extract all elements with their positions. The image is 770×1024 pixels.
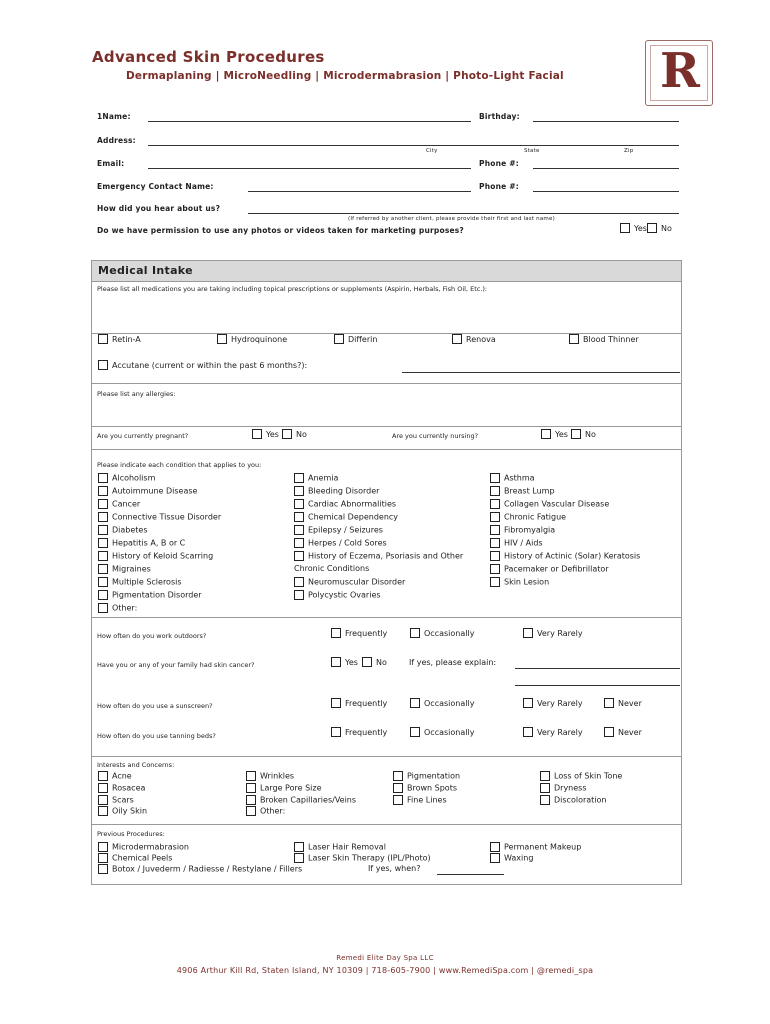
condition-checkbox[interactable]: [98, 512, 108, 522]
conditions-prompt: Please indicate each condition that applies to you:: [97, 461, 262, 469]
pregnant-yes-checkbox[interactable]: [252, 429, 262, 439]
interest-checkbox[interactable]: [393, 771, 403, 781]
interest-item[interactable]: Fine Lines: [393, 795, 447, 805]
interest-checkbox[interactable]: [540, 783, 550, 793]
condition-checkbox[interactable]: [294, 577, 304, 587]
condition-item[interactable]: Alcoholism: [98, 473, 155, 483]
sunscreen-label: How often do you use a sunscreen?: [97, 702, 213, 710]
condition-item[interactable]: Bleeding Disorder: [294, 486, 379, 496]
condition-item[interactable]: Hepatitis A, B or C: [98, 538, 185, 548]
procedure-item[interactable]: Chemical Peels: [98, 853, 172, 863]
divider: [91, 617, 682, 618]
skin-cancer-no[interactable]: No: [362, 658, 387, 667]
outdoors-label: How often do you work outdoors?: [97, 632, 207, 640]
tanning-label: How often do you use tanning beds?: [97, 732, 216, 740]
interest-item[interactable]: Rosacea: [98, 783, 145, 793]
condition-item[interactable]: History of Keloid Scarring: [98, 551, 213, 561]
condition-checkbox[interactable]: [98, 577, 108, 587]
condition-item[interactable]: Autoimmune Disease: [98, 486, 197, 496]
condition-checkbox[interactable]: [294, 486, 304, 496]
condition-checkbox[interactable]: [98, 473, 108, 483]
divider: [91, 756, 682, 757]
procedure-checkbox[interactable]: [294, 842, 304, 852]
phone2-label: Phone #:: [479, 182, 519, 191]
skin-cancer-yes-checkbox[interactable]: [331, 657, 341, 667]
med-differin-checkbox[interactable]: [334, 334, 344, 344]
condition-checkbox[interactable]: [98, 486, 108, 496]
interest-checkbox[interactable]: [246, 783, 256, 793]
procedure-item[interactable]: Permanent Makeup: [490, 842, 581, 852]
tanning-frequently-checkbox[interactable]: [331, 727, 341, 737]
condition-checkbox[interactable]: [490, 473, 500, 483]
condition-item[interactable]: Epilepsy / Seizures: [294, 525, 383, 535]
pregnant-label: Are you currently pregnant?: [97, 432, 189, 440]
procedure-item[interactable]: Laser Skin Therapy (IPL/Photo): [294, 853, 431, 863]
med-renova[interactable]: Renova: [452, 335, 496, 344]
outdoors-frequently-checkbox[interactable]: [331, 628, 341, 638]
medical-intake-header: [91, 260, 682, 282]
interest-item[interactable]: Broken Capillaries/Veins: [246, 795, 356, 805]
permission-no[interactable]: No: [647, 224, 672, 233]
med-differin[interactable]: Differin: [334, 335, 377, 344]
condition-checkbox[interactable]: [490, 525, 500, 535]
condition-item[interactable]: Collagen Vascular Disease: [490, 499, 609, 509]
interest-checkbox[interactable]: [540, 795, 550, 805]
interest-checkbox[interactable]: [540, 771, 550, 781]
divider: [91, 383, 682, 384]
interest-checkbox[interactable]: [98, 806, 108, 816]
interest-checkbox[interactable]: [98, 771, 108, 781]
condition-checkbox[interactable]: [294, 473, 304, 483]
procedure-item[interactable]: Microdermabrasion: [98, 842, 189, 852]
interest-item[interactable]: Wrinkles: [246, 771, 294, 781]
med-renova-checkbox[interactable]: [452, 334, 462, 344]
condition-checkbox[interactable]: [98, 538, 108, 548]
divider: [91, 449, 682, 450]
condition-item[interactable]: Pacemaker or Defibrillator: [490, 564, 609, 574]
medical-intake-title: Medical Intake: [98, 264, 193, 277]
accutane[interactable]: Accutane (current or within the past 6 months?):: [98, 361, 307, 370]
name-label: 1Name:: [97, 112, 131, 121]
condition-item[interactable]: HIV / Aids: [490, 538, 543, 548]
condition-checkbox[interactable]: [490, 538, 500, 548]
sunscreen-occasionally[interactable]: Occasionally: [410, 699, 474, 708]
med-retin-a[interactable]: Retin-A: [98, 335, 141, 344]
permission-no-checkbox[interactable]: [647, 223, 657, 233]
condition-item[interactable]: History of Eczema, Psoriasis and Other: [294, 551, 463, 561]
nursing-no-checkbox[interactable]: [571, 429, 581, 439]
explain-label: If yes, please explain:: [409, 658, 497, 667]
condition-item[interactable]: Fibromyalgia: [490, 525, 555, 535]
interest-item[interactable]: Scars: [98, 795, 134, 805]
interest-checkbox[interactable]: [246, 795, 256, 805]
condition-checkbox[interactable]: [294, 499, 304, 509]
procedure-checkbox[interactable]: [98, 864, 108, 874]
allergies-prompt: Please list any allergies:: [97, 390, 176, 398]
condition-checkbox[interactable]: [294, 538, 304, 548]
condition-item[interactable]: Diabetes: [98, 525, 148, 535]
outdoors-occasionally-checkbox[interactable]: [410, 628, 420, 638]
divider: [91, 824, 682, 825]
tanning-occasionally-checkbox[interactable]: [410, 727, 420, 737]
condition-checkbox[interactable]: [294, 590, 304, 600]
divider: [91, 426, 682, 427]
condition-item[interactable]: Skin Lesion: [490, 577, 549, 587]
condition-item[interactable]: Migraines: [98, 564, 151, 574]
condition-item[interactable]: History of Actinic (Solar) Keratosis: [490, 551, 640, 561]
emergency-field[interactable]: [248, 191, 471, 192]
condition-checkbox[interactable]: [98, 551, 108, 561]
procedure-checkbox[interactable]: [98, 842, 108, 852]
interest-item[interactable]: Acne: [98, 771, 132, 781]
medications-prompt: Please list all medications you are taking including topical prescriptions or supplements (Aspirin, Herbals, Fish Oil, Etc.):: [97, 285, 488, 293]
condition-checkbox[interactable]: [490, 512, 500, 522]
tanning-very-rarely-checkbox[interactable]: [523, 727, 533, 737]
condition-item[interactable]: Chemical Dependency: [294, 512, 398, 522]
outdoors-very-rarely[interactable]: Very Rarely: [523, 629, 583, 638]
nursing-no[interactable]: No: [571, 430, 596, 439]
interest-checkbox[interactable]: [98, 795, 108, 805]
med-hydroquinone-checkbox[interactable]: [217, 334, 227, 344]
nursing-yes-checkbox[interactable]: [541, 429, 551, 439]
interest-item[interactable]: Loss of Skin Tone: [540, 771, 622, 781]
condition-checkbox[interactable]: [490, 564, 500, 574]
condition-checkbox[interactable]: [98, 590, 108, 600]
if-yes-when-label: If yes, when?: [368, 864, 421, 873]
med-hydroquinone[interactable]: Hydroquinone: [217, 335, 287, 344]
hear-label: How did you hear about us?: [97, 204, 221, 213]
form-title: Advanced Skin Procedures: [92, 48, 325, 66]
condition-checkbox[interactable]: [490, 551, 500, 561]
phone2-field[interactable]: [533, 191, 679, 192]
condition-checkbox[interactable]: [98, 564, 108, 574]
interest-item[interactable]: Other:: [246, 806, 285, 816]
sunscreen-never-checkbox[interactable]: [604, 698, 614, 708]
med-blood-thinner[interactable]: Blood Thinner: [569, 335, 639, 344]
condition-checkbox[interactable]: [294, 551, 304, 561]
logo-letter: R: [660, 43, 700, 99]
sunscreen-occasionally-checkbox[interactable]: [410, 698, 420, 708]
condition-item[interactable]: Pigmentation Disorder: [98, 590, 202, 600]
city-label: City: [426, 148, 438, 154]
condition-checkbox[interactable]: [294, 512, 304, 522]
sunscreen-very-rarely[interactable]: Very Rarely: [523, 699, 583, 708]
condition-item[interactable]: Chronic Fatigue: [490, 512, 566, 522]
procedure-checkbox[interactable]: [294, 853, 304, 863]
address-label: Address:: [97, 136, 136, 145]
condition-item[interactable]: Cardiac Abnormalities: [294, 499, 396, 509]
interest-item[interactable]: Pigmentation: [393, 771, 460, 781]
tanning-never-checkbox[interactable]: [604, 727, 614, 737]
pregnant-no-checkbox[interactable]: [282, 429, 292, 439]
interest-checkbox[interactable]: [246, 771, 256, 781]
phone-field[interactable]: [533, 168, 679, 169]
previous-title: Previous Procedures:: [97, 830, 165, 838]
birthday-field[interactable]: [533, 121, 679, 122]
email-field[interactable]: [148, 168, 471, 169]
emergency-label: Emergency Contact Name:: [97, 182, 214, 191]
skin-cancer-no-checkbox[interactable]: [362, 657, 372, 667]
condition-checkbox[interactable]: [98, 525, 108, 535]
interest-checkbox[interactable]: [393, 783, 403, 793]
med-blood-thinner-checkbox[interactable]: [569, 334, 579, 344]
procedure-item[interactable]: Botox / Juvederm / Radiesse / Restylane / Fillers: [98, 864, 302, 874]
outdoors-frequently[interactable]: Frequently: [331, 629, 387, 638]
condition-checkbox[interactable]: [490, 577, 500, 587]
name-field[interactable]: [148, 121, 471, 122]
tanning-frequently[interactable]: Frequently: [331, 728, 387, 737]
permission-label: Do we have permission to use any photos or videos taken for marketing purposes?: [97, 226, 464, 235]
outdoors-occasionally[interactable]: Occasionally: [410, 629, 474, 638]
sunscreen-frequently[interactable]: Frequently: [331, 699, 387, 708]
zip-label: Zip: [624, 148, 634, 154]
tanning-never[interactable]: Never: [604, 728, 642, 737]
interest-item[interactable]: Discoloration: [540, 795, 606, 805]
permission-yes[interactable]: Yes: [620, 224, 647, 233]
referred-note: (If referred by another client, please provide their first and last name): [348, 216, 555, 222]
accutane-checkbox[interactable]: [98, 360, 108, 370]
address-field[interactable]: [148, 145, 679, 146]
condition-item[interactable]: Neuromuscular Disorder: [294, 577, 405, 587]
birthday-label: Birthday:: [479, 112, 520, 121]
procedure-checkbox[interactable]: [490, 853, 500, 863]
interest-checkbox[interactable]: [393, 795, 403, 805]
state-label: State: [524, 148, 540, 154]
hear-field[interactable]: [248, 213, 679, 214]
condition-item[interactable]: Herpes / Cold Sores: [294, 538, 387, 548]
explain-field[interactable]: [515, 668, 680, 669]
condition-item[interactable]: Connective Tissue Disorder: [98, 512, 221, 522]
condition-item[interactable]: Asthma: [490, 473, 535, 483]
nursing-yes[interactable]: Yes: [541, 430, 568, 439]
interest-checkbox[interactable]: [98, 783, 108, 793]
condition-checkbox[interactable]: [490, 486, 500, 496]
condition-checkbox[interactable]: [490, 499, 500, 509]
skin-cancer-label: Have you or any of your family had skin cancer?: [97, 661, 255, 669]
condition-checkbox[interactable]: [294, 525, 304, 535]
permission-yes-checkbox[interactable]: [620, 223, 630, 233]
pregnant-no[interactable]: No: [282, 430, 307, 439]
condition-item[interactable]: Multiple Sclerosis: [98, 577, 182, 587]
sunscreen-frequently-checkbox[interactable]: [331, 698, 341, 708]
condition-checkbox[interactable]: [98, 499, 108, 509]
condition-item[interactable]: Polycystic Ovaries: [294, 590, 381, 600]
pregnant-yes[interactable]: Yes: [252, 430, 279, 439]
phone-label: Phone #:: [479, 159, 519, 168]
form-subtitle: Dermaplaning | MicroNeedling | Microdermabrasion | Photo-Light Facial: [126, 70, 564, 82]
spa-logo: [645, 40, 713, 106]
explain-field-line2[interactable]: [515, 685, 680, 686]
footer-address: 4906 Arthur Kill Rd, Staten Island, NY 10309 | 718-605-7900 | www.RemediSpa.com | @remedi_spa: [176, 966, 594, 975]
interest-item[interactable]: Brown Spots: [393, 783, 457, 793]
nursing-label: Are you currently nursing?: [392, 432, 479, 440]
skin-cancer-yes[interactable]: Yes: [331, 658, 358, 667]
if-yes-when-field[interactable]: [437, 874, 504, 875]
condition-checkbox[interactable]: [98, 603, 108, 613]
accutane-field[interactable]: [402, 372, 680, 373]
procedure-checkbox[interactable]: [490, 842, 500, 852]
footer-company: Remedi Elite Day Spa LLC: [336, 954, 434, 962]
interest-item[interactable]: Dryness: [540, 783, 587, 793]
interest-item[interactable]: Large Pore Size: [246, 783, 321, 793]
sunscreen-never[interactable]: Never: [604, 699, 642, 708]
interest-item[interactable]: Oily Skin: [98, 806, 147, 816]
condition-item[interactable]: Other:: [98, 603, 137, 613]
procedure-item[interactable]: Waxing: [490, 853, 533, 863]
condition-item[interactable]: Breast Lump: [490, 486, 555, 496]
procedure-item[interactable]: Laser Hair Removal: [294, 842, 386, 852]
condition-item[interactable]: Anemia: [294, 473, 338, 483]
tanning-occasionally[interactable]: Occasionally: [410, 728, 474, 737]
outdoors-very-rarely-checkbox[interactable]: [523, 628, 533, 638]
procedure-checkbox[interactable]: [98, 853, 108, 863]
interest-checkbox[interactable]: [246, 806, 256, 816]
sunscreen-very-rarely-checkbox[interactable]: [523, 698, 533, 708]
condition-item[interactable]: Cancer: [98, 499, 140, 509]
interests-title: Interests and Concerns:: [97, 761, 175, 769]
tanning-very-rarely[interactable]: Very Rarely: [523, 728, 583, 737]
condition-item-continued: Chronic Conditions: [294, 564, 370, 573]
email-label: Email:: [97, 159, 125, 168]
med-retin-a-checkbox[interactable]: [98, 334, 108, 344]
